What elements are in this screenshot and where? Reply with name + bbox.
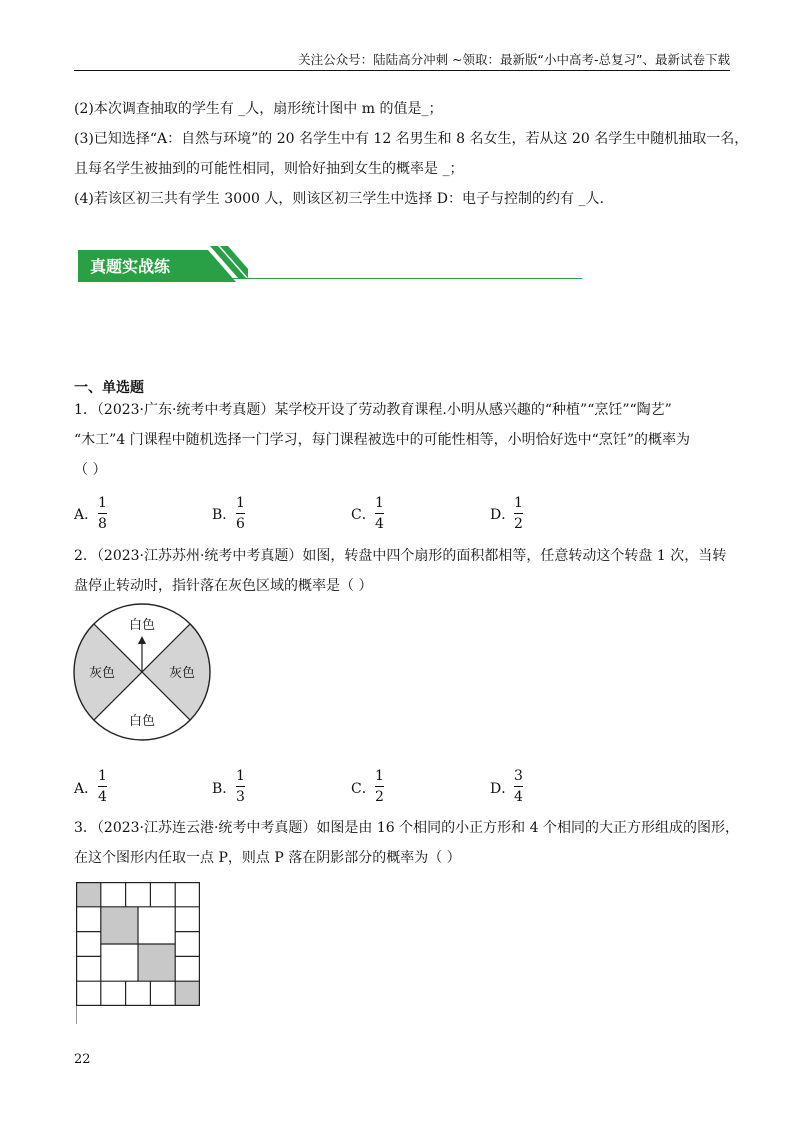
q1-option-c-fraction[interactable]: [375, 494, 384, 533]
question-2-line2: 盘停止转动时，指针落在灰色区域的概率是（ ）: [74, 578, 373, 594]
fraction-bar: [98, 786, 107, 787]
banner-title: 真题实战练: [90, 257, 171, 276]
q2-option-a-label[interactable]: A．: [74, 781, 99, 797]
fraction-denominator: 4: [375, 516, 384, 532]
fraction-denominator: 2: [514, 516, 523, 532]
fraction-bar: [236, 786, 245, 787]
q1-option-b-label[interactable]: B．: [212, 507, 237, 523]
fraction-numerator: 1: [375, 768, 384, 784]
fraction-denominator: 3: [236, 789, 245, 805]
fraction-denominator: 4: [514, 789, 523, 805]
fraction-denominator: 4: [98, 789, 107, 805]
section-title: 一、单选题: [74, 380, 144, 396]
q2-option-b-label[interactable]: B．: [212, 781, 237, 797]
question-2-line1: 2．（2023·江苏苏州·统考中考真题）如图，转盘中四个扇形的面积都相等，任意转动这个转盘 1 次，当转: [74, 548, 727, 564]
spinner-label-top: 白色: [128, 618, 156, 633]
question-3-line1: 3．（2023·江苏连云港·统考中考真题）如图是由 16 个相同的小正方形和 4 个相同的大正方形组成的图形，: [74, 820, 739, 836]
q2-option-b-fraction[interactable]: [236, 767, 245, 806]
fraction-numerator: 3: [514, 768, 523, 784]
spinner-label-left: 灰色: [88, 666, 116, 681]
q2-option-d-label[interactable]: D．: [490, 781, 516, 797]
prev-question-3-line2: 且每名学生被抽到的可能性相同，则恰好抽到女生的概率是 _；: [74, 161, 464, 177]
grid-tick: [76, 1006, 77, 1024]
fraction-numerator: 1: [98, 768, 107, 784]
q1-option-b-fraction[interactable]: [236, 494, 245, 533]
q2-option-c-fraction[interactable]: [375, 767, 384, 806]
fraction-bar: [236, 513, 245, 514]
grid-figure: [76, 882, 200, 1006]
fraction-denominator: 8: [98, 516, 107, 532]
prev-question-3-line1: (3)已知选择“A：自然与环境”的 20 名学生中有 12 名男生和 8 名女生，若从这 20 名学生中随机抽取一名，: [74, 131, 749, 147]
shaded-large-square-1: [101, 907, 138, 944]
shaded-small-square-bottom-right: [175, 981, 200, 1006]
prev-question-4: (4)若该区初三共有学生 3000 人，则该区初三学生中选择 D：电子与控制的约有 _人.: [74, 191, 604, 207]
q1-option-d-fraction[interactable]: [514, 494, 523, 533]
q2-option-c-label[interactable]: C．: [351, 781, 376, 797]
fraction-numerator: 1: [98, 495, 107, 511]
question-3-line2: 在这个图形内任取一点 P，则点 P 落在阴影部分的概率为（ ）: [74, 850, 461, 866]
fraction-numerator: 1: [236, 495, 245, 511]
page-header: 关注公众号：陆陆高分冲刺 ~领取：最新版“小中高考-总复习”、最新试卷下载: [298, 52, 730, 67]
shaded-large-square-2: [138, 944, 175, 981]
banner-rule: [78, 278, 582, 279]
q2-option-d-fraction[interactable]: [514, 767, 523, 806]
prev-question-2: (2)本次调查抽取的学生有 _人，扇形统计图中 m 的值是_；: [74, 101, 443, 117]
fraction-denominator: 6: [236, 516, 245, 532]
fraction-denominator: 2: [375, 789, 384, 805]
spinner-figure: [72, 602, 212, 742]
section-banner: [78, 244, 248, 282]
page-number: 22: [74, 1052, 91, 1067]
fraction-bar: [375, 513, 384, 514]
question-1-line1: 1．（2023·广东·统考中考真题）某学校开设了劳动教育课程.小明从感兴趣的“种植”“烹饪”“陶艺”: [74, 402, 672, 418]
fraction-numerator: 1: [375, 495, 384, 511]
fraction-bar: [514, 513, 523, 514]
question-1-line3: （ ）: [74, 462, 107, 478]
fraction-bar: [375, 786, 384, 787]
spinner-label-bottom: 白色: [128, 714, 156, 729]
fraction-numerator: 1: [236, 768, 245, 784]
spinner-label-right: 灰色: [168, 666, 196, 681]
q2-option-a-fraction[interactable]: [98, 767, 107, 806]
q1-option-c-label[interactable]: C．: [351, 507, 376, 523]
q1-option-a-fraction[interactable]: [98, 494, 107, 533]
q1-option-d-label[interactable]: D．: [490, 507, 516, 523]
header-rule: [74, 70, 730, 71]
q1-option-a-label[interactable]: A．: [74, 507, 99, 523]
question-1-line2: “木工”4 门课程中随机选择一门学习，每门课程被选中的可能性相等，小明恰好选中“烹饪”的概率为: [74, 432, 690, 448]
fraction-numerator: 1: [514, 495, 523, 511]
fraction-bar: [514, 786, 523, 787]
fraction-bar: [98, 513, 107, 514]
shaded-small-square-top-left: [76, 882, 101, 907]
